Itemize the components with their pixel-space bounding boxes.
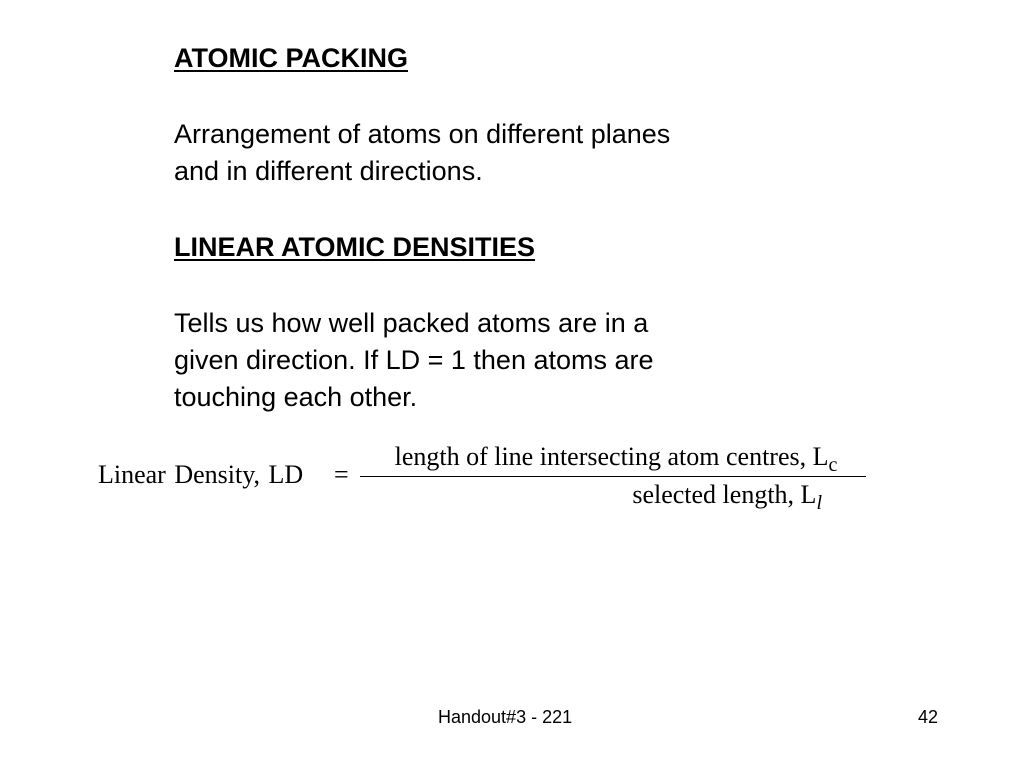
equation-lhs: Linear Density, LD <box>98 460 304 489</box>
denominator-subscript: l <box>816 492 822 514</box>
paragraph-line: and in different directions. <box>174 156 483 186</box>
equation-numerator <box>360 440 866 474</box>
numerator-text: length of line intersecting atom centres, L <box>394 442 829 471</box>
heading-atomic-packing: ATOMIC PACKING <box>174 43 408 73</box>
denominator-text: selected length, L <box>632 480 817 509</box>
paragraph-line: given direction. If LD = 1 then atoms are <box>174 345 654 375</box>
paragraph-line: Arrangement of atoms on different planes <box>174 119 671 149</box>
footer-handout-label: Handout#3 - 221 <box>438 707 573 727</box>
linear-density-equation <box>98 440 878 520</box>
equation-fraction <box>360 440 866 514</box>
paragraph-line: touching each other. <box>174 382 418 412</box>
footer-page-number: 42 <box>918 707 939 727</box>
numerator-subscript: c <box>828 454 838 476</box>
paragraph-arrangement <box>174 116 774 190</box>
equation-denominator <box>360 477 866 514</box>
paragraph-linear-density-description <box>174 305 774 416</box>
equation-equals-sign: = <box>334 460 349 489</box>
paragraph-line: Tells us how well packed atoms are in a <box>174 308 649 338</box>
heading-linear-atomic-densities: LINEAR ATOMIC DENSITIES <box>174 232 536 262</box>
